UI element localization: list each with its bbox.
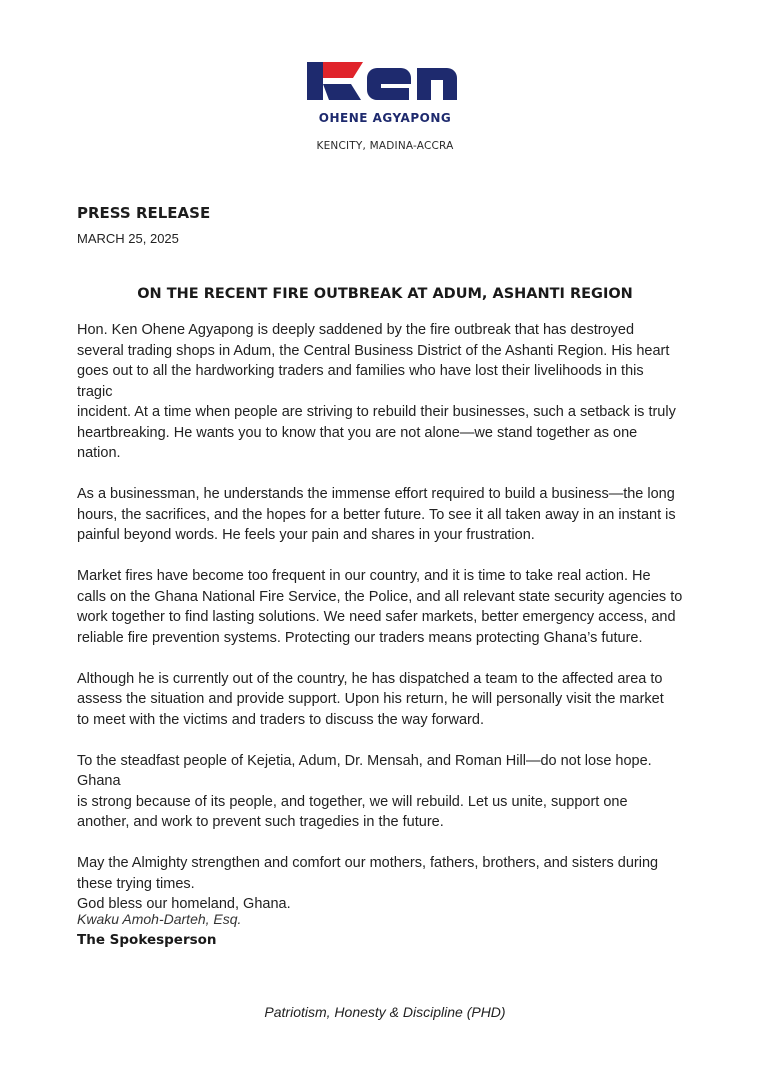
signoff	[77, 909, 241, 951]
release-date: MARCH 25, 2025	[77, 231, 179, 246]
motto: Patriotism, Honesty & Discipline (PHD)	[264, 1004, 506, 1020]
signatory-name: Kwaku Amoh-Darteh, Esq.	[77, 911, 242, 927]
letterhead-location: KENCITY, MADINA-ACCRA	[316, 140, 454, 152]
paragraph: Hon. Ken Ohene Agyapong is deeply saddened by the fire outbreak that has destroyed several trading shops in Adum, the Central Business District of the Ashanti Region. His heart goes out to all the hardworking traders and families who have lost their livelihoods in this tragic incident. At a time when people are striving to rebuild their businesses, such a setback is truly heartbreaking. He wants you to know that you are not alone—we stand together as one nation.	[77, 322, 676, 461]
letterhead	[0, 48, 770, 152]
paragraph: To the steadfast people of Kejetia, Adum, Dr. Mensah, and Roman Hill—do not lose hope. Ghana is strong because of its people, and together, we will rebuild. Let us unite, support one another, and work to prevent such tragedies in the future.	[77, 752, 652, 830]
paragraph: Market fires have become too frequent in our country, and it is time to take real action. He calls on the Ghana National Fire Service, the Police, and all relevant state security agencies to work together to find lasting solutions. We need safer markets, better emergency access, and reliable fire prevention systems. Protecting our traders means protecting Ghana’s future.	[77, 568, 683, 646]
release-label: PRESS RELEASE	[77, 204, 211, 222]
headline: ON THE RECENT FIRE OUTBREAK AT ADUM, ASHANTI REGION	[137, 286, 633, 302]
logo-k-navy-leg	[323, 84, 361, 100]
logo-k-red-arm	[323, 62, 363, 78]
ken-logo	[305, 48, 465, 130]
logo-subtitle: OHENE AGYAPONG	[318, 111, 452, 125]
paragraph: As a businessman, he understands the immense effort required to build a business—the long hours, the sacrifices, and the hopes for a better future. To see it all taken away in an instant is painful beyond words. He feels your pain and shares in your frustration.	[77, 486, 676, 543]
release-body	[77, 320, 697, 915]
logo-e	[367, 68, 411, 100]
signatory-title: The Spokesperson	[77, 932, 217, 948]
paragraph: May the Almighty strengthen and comfort our mothers, fathers, brothers, and sisters during these trying times. God bless our homeland, Ghana.	[77, 855, 659, 912]
logo-n	[417, 68, 457, 100]
logo-k-stem	[307, 62, 323, 100]
release-header	[77, 204, 210, 246]
paragraph: Although he is currently out of the country, he has dispatched a team to the affected area to assess the situation and provide support. Upon his return, he will personally visit the market to meet with the victims and traders to discuss the way forward.	[77, 670, 664, 728]
